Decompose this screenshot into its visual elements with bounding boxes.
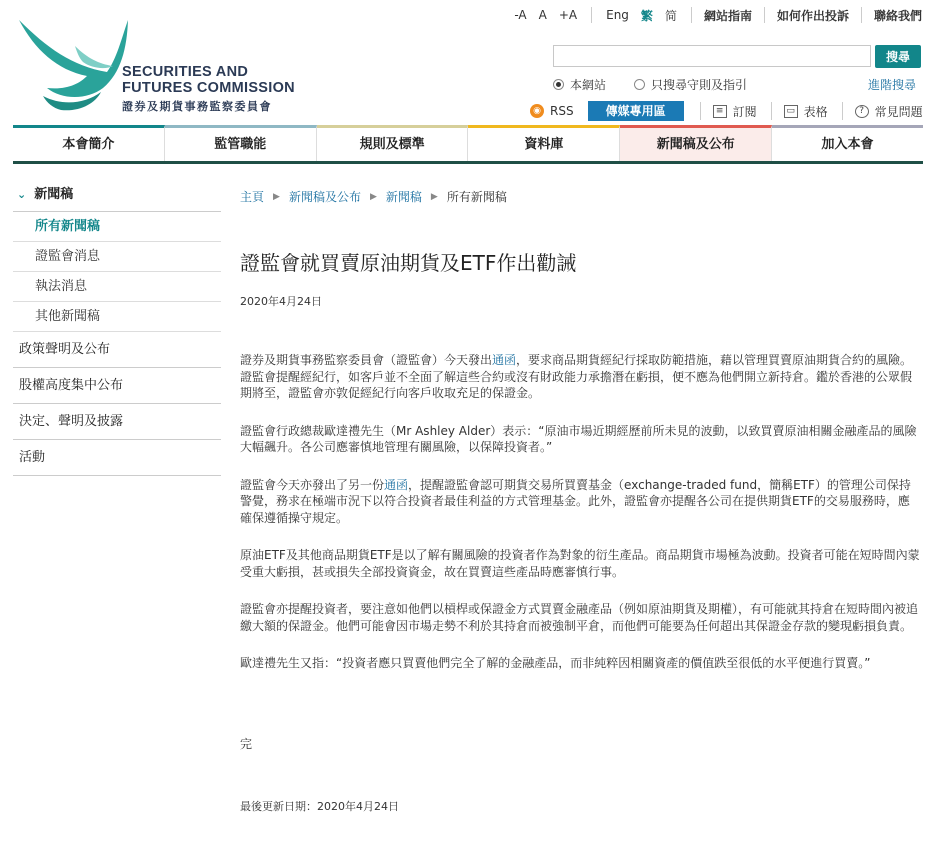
divider [591,7,592,23]
complaint-link[interactable]: 如何作出投訴 [776,8,849,23]
sidebar-item-policy[interactable]: 政策聲明及公布 [13,332,221,368]
arrow-right-icon: ▶ [430,191,438,202]
divider [764,7,765,23]
chevron-down-icon: ⌄ [17,188,27,201]
breadcrumb-current: 所有新聞稿 [446,190,507,204]
sidebar-item-all-news[interactable]: 所有新聞稿 [13,212,221,242]
radio-checked-icon[interactable] [553,79,564,90]
logo-english: SECURITIES AND FUTURES COMMISSION [122,64,295,96]
rss-link[interactable]: RSS [550,104,574,118]
forms-link[interactable]: ▭ 表格 [784,103,828,120]
nav-regulatory[interactable]: 監管職能 [165,125,317,161]
sidebar-item-shareholding[interactable]: 股權高度集中公布 [13,368,221,404]
nav-database[interactable]: 資料庫 [468,125,620,161]
scope-site-option[interactable]: 本網站 [553,76,606,93]
divider [861,7,862,23]
arrow-right-icon: ▶ [369,191,377,202]
paragraph: 證券及期貨事務監察委員會（證監會）今天發出通函，要求商品期貨經紀行採取防範措施，藉以管理買賣原油期貨合約的風險。證監會提醒經紀行，如客戶並不全面了解這些合約或沒有財政能力承擔潛在虧損，便不應為他們開立新持倉。鑑於香港的公眾假期將至，證監會亦敦促經紀行向客戶收取充足的保證金。 [240,353,913,400]
main-nav [13,125,923,164]
document-icon: ≡ [713,105,727,118]
question-icon: ? [855,105,869,118]
paragraph: 證監會亦提醒投資者，要注意如他們以槓桿或保證金方式買賣金融產品（例如原油期貨及期權），有可能就其持倉在短時間內被追繳大額的保證金。他們可能會因市場走勢不利於其持倉而被強制平倉，而他們可能要為任何超出其保證金存款的變現虧損負責。 [240,602,919,633]
sidebar-item-enforcement[interactable]: 執法消息 [13,272,221,302]
sidebar-item-other-news[interactable]: 其他新聞稿 [13,302,221,332]
contact-link[interactable]: 聯絡我們 [873,8,922,23]
arrow-right-icon: ▶ [273,191,280,202]
sidebar-section-news[interactable]: ⌄ 新聞稿 [13,178,221,212]
nav-about[interactable]: 本會簡介 [13,125,165,161]
radio-unchecked-icon[interactable] [634,79,645,90]
article-date: 2020年4月24日 [240,295,322,308]
faq-link[interactable]: ? 常見問題 [855,103,923,120]
nav-careers[interactable]: 加入本會 [772,125,923,161]
divider [842,102,843,120]
font-size-normal[interactable]: A [538,8,547,22]
sidebar [13,178,221,476]
paragraph: 歐達禮先生又指：“投資者應只買賣他們完全了解的金融產品，而非純粹因相關資產的價值跌至很低的水平便進行買賣。” [240,656,871,670]
lang-english[interactable]: Eng [606,8,629,22]
utility-bar [508,5,926,25]
font-size-small[interactable]: -A [514,8,527,22]
logo-chinese: 證券及期貨事務監察委員會 [122,100,272,113]
sidebar-item-sfc-news[interactable]: 證監會消息 [13,242,221,272]
last-updated: 最後更新日期：2020年4月24日 [240,800,399,813]
circular-link[interactable]: 通函 [384,477,409,492]
sidebar-item-decisions[interactable]: 決定、聲明及披露 [13,404,221,440]
tray-icon: ▭ [784,105,798,118]
paragraph: 證監會行政總裁歐達禮先生（Mr Ashley Alder）表示：“原油市場近期經歷前所未見的波動，以致買賣原油相關金融產品的風險大幅飆升。各公司應審慎地管理有關風險，以保障投資者。” [240,423,917,454]
site-guide-link[interactable]: 網站指南 [703,8,752,23]
search-input[interactable] [553,45,871,67]
breadcrumb-home[interactable]: 主頁 [240,190,265,204]
circular-link[interactable]: 通函 [492,353,517,367]
search-button[interactable]: 搜尋 [875,45,921,68]
media-zone-button[interactable]: 傳媒專用區 [588,101,684,121]
divider [700,102,701,120]
scope-rules-option[interactable]: 只搜尋守則及指引 [634,76,747,93]
rss-icon[interactable]: ◉ [530,104,544,118]
article-body [240,352,920,693]
lang-simplified[interactable]: 简 [664,8,677,23]
paragraph: 證監會今天亦發出了另一份通函，提醒證監會認可期貨交易所買賣基金（exchange-traded fund，簡稱ETF）的管理公司保持警覺，務求在極端市況下以符合投資者最佳利益的方式管理基金。此外，證監會亦提醒各公司在提供期貨ETF的交易服務時，應確保遵循操守規定。 [240,477,911,525]
breadcrumb-news-announcements[interactable]: 新聞稿及公布 [288,190,361,204]
divider [771,102,772,120]
advanced-search-link[interactable]: 進階搜尋 [867,78,916,92]
nav-news[interactable]: 新聞稿及公布 [620,125,772,161]
search-scope [553,76,775,93]
breadcrumb-press-releases[interactable]: 新聞稿 [385,190,422,204]
font-size-large[interactable]: +A [558,8,578,22]
article-end: 完 [240,737,253,751]
nav-rules[interactable]: 規則及標準 [317,125,469,161]
lang-traditional[interactable]: 繁 [640,8,653,23]
divider [691,7,692,23]
breadcrumb [240,188,507,205]
sidebar-item-events[interactable]: 活動 [13,440,221,476]
paragraph: 原油ETF及其他商品期貨ETF是以了解有關風險的投資者作為對象的衍生產品。商品期貨市場極為波動。投資者可能在短時間內蒙受重大虧損，甚或損失全部投資資金，故在買賣這些產品時應審慎行事。 [240,548,920,579]
tools-bar [530,101,937,121]
page-title: 證監會就買賣原油期貨及ETF作出勸誡 [240,251,577,275]
subscribe-link[interactable]: ≡ 訂閱 [713,103,757,120]
